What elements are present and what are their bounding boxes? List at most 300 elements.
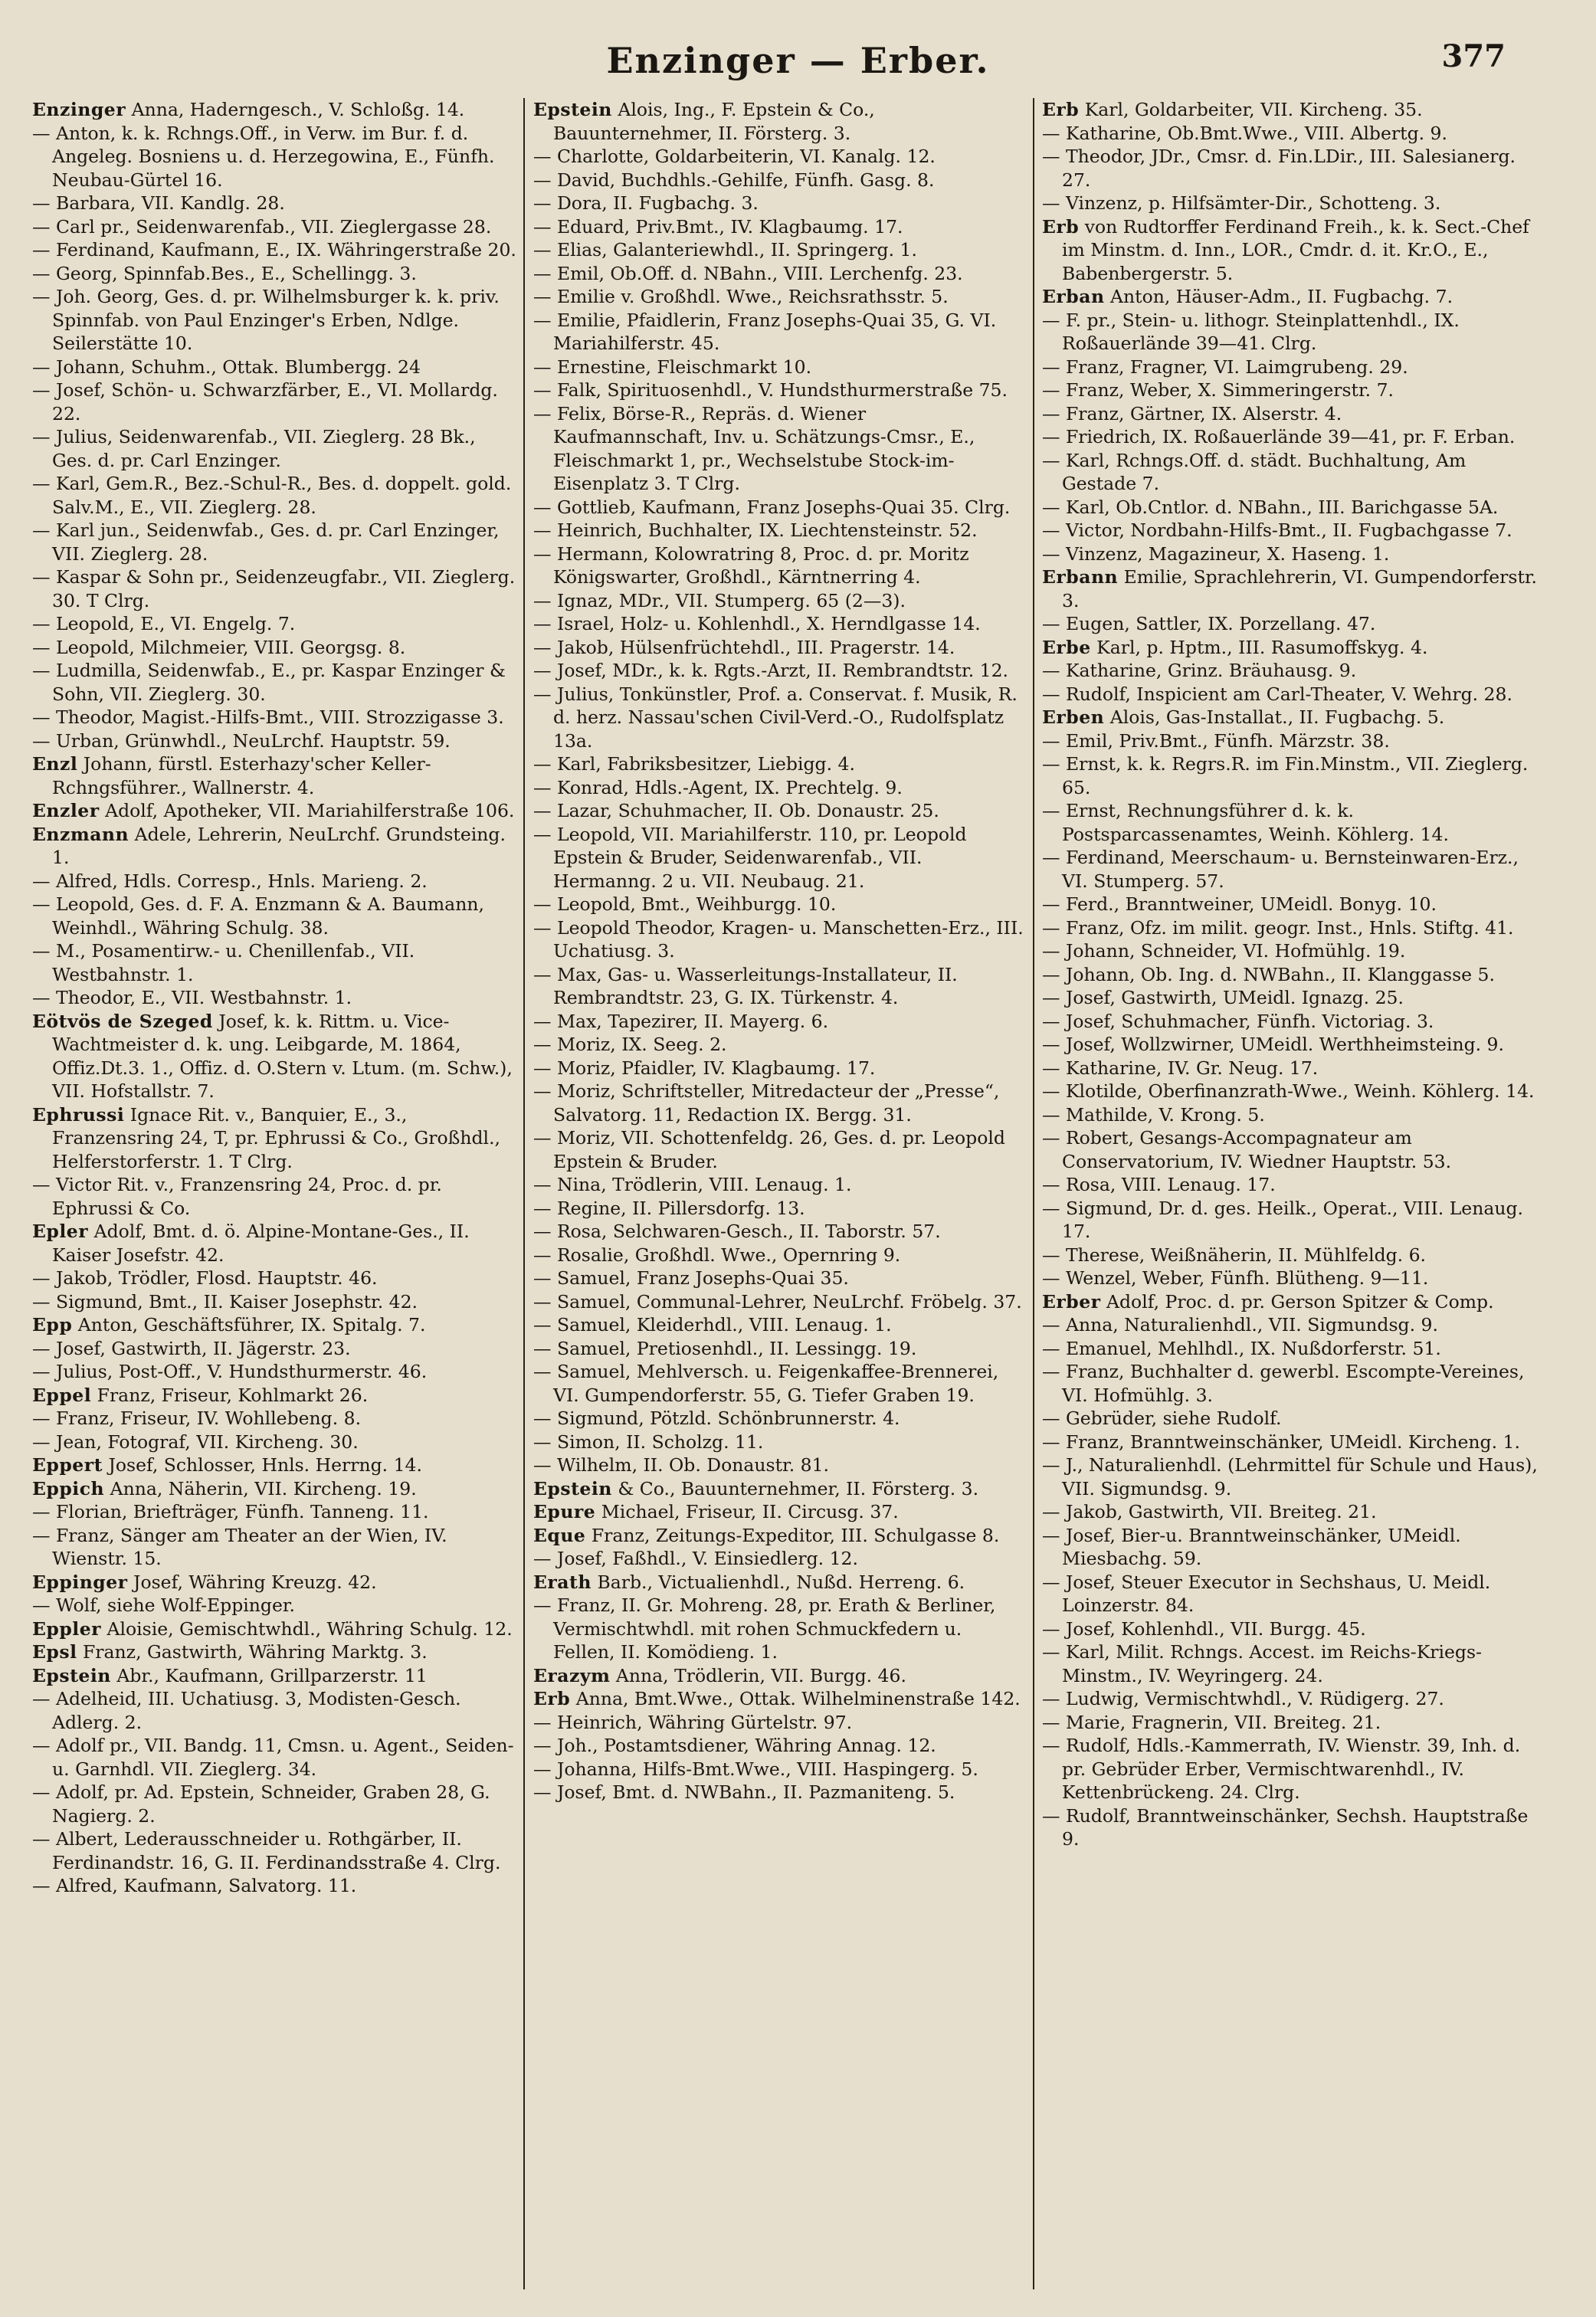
entry-text: Franz, Friseur, Kohlmarkt 26. [97, 1384, 369, 1406]
directory-entry [533, 192, 1024, 215]
entry-text: — Elias, Galanteriewhdl., II. Springerg. 1. [533, 239, 917, 261]
entry-surname: Enzmann [32, 823, 129, 845]
directory-entry [1042, 1617, 1540, 1641]
entry-text: — Johanna, Hilfs-Bmt.Wwe., VIII. Haspingerg. 5. [533, 1758, 978, 1780]
directory-entry [1042, 496, 1540, 519]
directory-entry [533, 1057, 1024, 1080]
directory-entry [1042, 1571, 1540, 1617]
directory-entry [32, 1010, 516, 1103]
entry-text: — Franz, Weber, X. Simmeringerstr. 7. [1042, 379, 1394, 401]
entry-text: Abr., Kaufmann, Grillparzerstr. 11 [116, 1664, 428, 1686]
entry-text: — Johann, Ob. Ing. d. NWBahn., II. Klanggasse 5. [1042, 963, 1495, 985]
directory-entry [533, 496, 1024, 519]
directory-entry [533, 1734, 1024, 1758]
directory-entry [32, 729, 516, 753]
directory-entry [533, 1571, 1024, 1594]
entry-text: Franz, Zeitungs-Expeditor, III. Schulgasse 8. [591, 1524, 1000, 1546]
directory-entry [32, 1453, 516, 1477]
directory-entry [1042, 379, 1540, 402]
entry-text: — Wenzel, Weber, Fünfh. Blütheng. 9—11. [1042, 1267, 1429, 1289]
entry-text: Karl, p. Hptm., III. Rasumoffskyg. 4. [1096, 636, 1428, 658]
entry-text: Josef, Währing Kreuzg. 42. [133, 1571, 377, 1593]
entry-surname: Eppler [32, 1617, 102, 1640]
entry-text: — Friedrich, IX. Roßauerlände 39—41, pr. F. Erban. [1042, 426, 1516, 447]
directory-entry [1042, 729, 1540, 753]
entry-text: Adolf, Proc. d. pr. Gerson Spitzer & Comp. [1106, 1290, 1494, 1313]
directory-entry [32, 1360, 516, 1384]
entry-text: — Johann, Schneider, VI. Hofmühlg. 19. [1042, 940, 1406, 962]
entry-text: — Leopold, E., VI. Engelg. 7. [32, 613, 296, 634]
directory-entry [1042, 636, 1540, 660]
entry-text: — Eduard, Priv.Bmt., IV. Klagbaumg. 17. [533, 215, 903, 238]
directory-entry [1042, 1290, 1540, 1314]
entry-text: — Josef, Bmt. d. NWBahn., II. Pazmaniteng. 5. [533, 1781, 955, 1803]
directory-entry [32, 98, 516, 122]
directory-entry [1042, 752, 1540, 799]
directory-entry [533, 1033, 1024, 1057]
directory-entry [1042, 799, 1540, 846]
directory-entry [32, 1267, 516, 1290]
page-number: 377 [1441, 38, 1506, 74]
entry-text: — Josef, Gastwirth, II. Jägerstr. 23. [32, 1337, 351, 1359]
entry-text: Anna, Trödlerin, VII. Burgg. 46. [615, 1664, 906, 1686]
directory-entry [32, 379, 516, 425]
entry-surname: Epstein [32, 1664, 111, 1686]
entry-text: — Robert, Gesangs-Accompagnateur am Conservatorium, IV. Wiedner Hauptstr. 53. [1042, 1127, 1452, 1172]
directory-entry [1042, 1804, 1540, 1851]
entry-text: — Ernst, k. k. Regrs.R. im Fin.Minstm., VII. Zieglerg. 65. [1042, 753, 1529, 798]
entry-text: Josef, k. k. Rittm. u. Vice-Wachtmeister d. k. ung. Leibgarde, M. 1864, Offiz.Dt.3. 1., Offiz. d. O.Stern v. Ltum. (m. Schw.), VII. Hofstallstr. 7. [52, 1010, 513, 1102]
entry-text: — Karl, Rchngs.Off. d. städt. Buchhaltung, Am Gestade 7. [1042, 449, 1467, 494]
directory-entry [32, 565, 516, 612]
directory-entry [1042, 285, 1540, 309]
directory-entry [533, 1477, 1024, 1501]
directory-entry [32, 472, 516, 519]
entry-text: — Leopold, Bmt., Weihburgg. 10. [533, 893, 837, 915]
directory-entry [533, 963, 1024, 1010]
directory-entry [533, 519, 1024, 542]
directory-entry [533, 1010, 1024, 1034]
column-3 [1042, 98, 1540, 2297]
directory-entry [32, 1874, 516, 1898]
entry-text: — Ernestine, Fleischmarkt 10. [533, 356, 812, 378]
directory-entry [533, 1126, 1024, 1173]
directory-entry [533, 893, 1024, 916]
directory-entry [533, 659, 1024, 683]
entry-text: — Moriz, VII. Schottenfeldg. 26, Ges. d. pr. Leopold Epstein & Bruder. [533, 1127, 1005, 1172]
directory-entry [533, 1431, 1024, 1454]
directory-entry [32, 1734, 516, 1781]
directory-entry [32, 1313, 516, 1337]
entry-text: — M., Posamentirw.- u. Chenillenfab., VII. Westbahnstr. 1. [32, 940, 415, 985]
entry-text: Anna, Haderngesch., V. Schloßg. 14. [131, 99, 465, 120]
directory-entry [1042, 846, 1540, 893]
entry-text: — Moriz, IX. Seeg. 2. [533, 1034, 727, 1055]
entry-text: — Therese, Weißnäherin, II. Mühlfeldg. 6. [1042, 1244, 1427, 1266]
entry-text: — Konrad, Hdls.-Agent, IX. Prechtelg. 9. [533, 776, 903, 798]
directory-entry [32, 893, 516, 939]
directory-entry [533, 1524, 1024, 1548]
entry-text: — Moriz, Pfaidler, IV. Klagbaumg. 17. [533, 1057, 876, 1079]
entry-text: — Eugen, Sattler, IX. Porzellang. 47. [1042, 613, 1376, 634]
entry-text: Aloisie, Gemischtwhdl., Währing Schulg. 12. [107, 1617, 513, 1640]
entry-surname: Erbann [1042, 566, 1119, 588]
entry-text: — Franz, Gärtner, IX. Alserstr. 4. [1042, 402, 1342, 424]
entry-text: — Regine, II. Pillersdorfg. 13. [533, 1197, 805, 1219]
directory-entry [32, 612, 516, 636]
entry-text: — Julius, Seidenwarenfab., VII. Zieglerg. 28 Bk., Ges. d. pr. Carl Enzinger. [32, 426, 476, 471]
entry-surname: Epure [533, 1501, 596, 1522]
directory-entry [533, 1711, 1024, 1735]
entry-text: — Theodor, Magist.-Hilfs-Bmt., VIII. Strozzigasse 3. [32, 706, 504, 728]
directory-entry [1042, 683, 1540, 706]
directory-entry [1042, 1010, 1540, 1034]
entry-text: Alois, Ing., F. Epstein & Co., Bauunternehmer, II. Försterg. 3. [553, 99, 875, 144]
directory-entry [1042, 1080, 1540, 1103]
directory-entry [533, 589, 1024, 613]
directory-entry [32, 1524, 516, 1571]
entry-text: Emilie, Sprachlehrerin, VI. Gumpendorferstr. 3. [1062, 566, 1538, 611]
entry-text: — Josef, Steuer Executor in Sechshaus, U. Meidl. Loinzerstr. 84. [1042, 1571, 1491, 1616]
directory-entry [533, 402, 1024, 496]
entry-surname: Erb [533, 1688, 571, 1709]
entry-text: — Heinrich, Buchhalter, IX. Liechtensteinstr. 52. [533, 519, 978, 541]
directory-entry [32, 1384, 516, 1408]
directory-entry [32, 1687, 516, 1734]
directory-entry [533, 169, 1024, 192]
entry-text: — Falk, Spirituosenhdl., V. Hundsthurmerstraße 75. [533, 379, 1008, 401]
directory-entry [1042, 1126, 1540, 1173]
directory-entry [1042, 98, 1540, 122]
entry-text: — Ignaz, MDr., VII. Stumperg. 65 (2—3). [533, 589, 906, 611]
directory-entry [32, 1827, 516, 1874]
entry-text: — Florian, Briefträger, Fünfh. Tanneng. 11. [32, 1501, 429, 1522]
entry-text: — Franz, Sänger am Theater an der Wien, IV. Wienstr. 15. [32, 1524, 447, 1569]
entry-text: — Wolf, siehe Wolf-Eppinger. [32, 1594, 295, 1616]
directory-entry [32, 823, 516, 870]
directory-entry [32, 1617, 516, 1641]
entry-text: — Sigmund, Bmt., II. Kaiser Josephstr. 42. [32, 1290, 418, 1313]
directory-entry [533, 1664, 1024, 1688]
entry-text: — Josef, Schön- u. Schwarzfärber, E., VI. Mollardg. 22. [32, 379, 498, 424]
page-title: Enzinger — Erber. [606, 40, 990, 81]
entry-text: — Leopold, Ges. d. F. A. Enzmann & A. Baumann, Weinhdl., Währing Schulg. 38. [32, 893, 484, 939]
directory-entry [1042, 1407, 1540, 1431]
entry-text: — Jakob, Gastwirth, VII. Breiteg. 21. [1042, 1501, 1377, 1522]
entry-text: Josef, Schlosser, Hnls. Herrng. 14. [108, 1454, 422, 1476]
directory-entry [533, 636, 1024, 660]
entry-surname: Eötvös de Szeged [32, 1010, 213, 1032]
directory-entry [32, 1173, 516, 1220]
entry-text: Anton, Geschäftsführer, IX. Spitalg. 7. [77, 1314, 426, 1335]
entry-surname: Epstein [533, 99, 612, 120]
entry-text: — Johann, Schuhm., Ottak. Blumbergg. 24 [32, 356, 421, 378]
entry-text: — Felix, Börse-R., Repräs. d. Wiener Kaufmannschaft, Inv. u. Schätzungs-Cmsr., E., Fleischmarkt 1, pr., Wechselstube Stock-im-Eisenplatz 3. T Clrg. [533, 402, 975, 494]
entry-text: — Rosa, VIII. Lenaug. 17. [1042, 1174, 1276, 1195]
entry-text: Johann, fürstl. Esterhazy'scher Keller-Rchngsführer., Wallnerstr. 4. [52, 753, 431, 798]
entry-text: — Theodor, E., VII. Westbahnstr. 1. [32, 987, 352, 1008]
entry-text: — Josef, MDr., k. k. Rgts.-Arzt, II. Rembrandtstr. 12. [533, 660, 1009, 681]
entry-text: — Anna, Naturalienhdl., VII. Sigmundsg. 9. [1042, 1314, 1438, 1335]
entry-text: — Josef, Kohlenhdl., VII. Burgg. 45. [1042, 1617, 1366, 1640]
entry-text: — Moriz, Schriftsteller, Mitredacteur der „Presse“, Salvatorg. 11, Redaction IX. Bergg. 31. [533, 1080, 1000, 1126]
directory-entry [1042, 706, 1540, 729]
directory-entry [1042, 1197, 1540, 1244]
entry-text: & Co., Bauunternehmer, II. Försterg. 3. [618, 1477, 979, 1499]
entry-text: — Urban, Grünwhdl., NeuLrchf. Hauptstr. 59. [32, 729, 451, 752]
entry-surname: Erber [1042, 1290, 1101, 1313]
entry-surname: Erb [1042, 99, 1080, 120]
entry-text: — Adolf, pr. Ad. Epstein, Schneider, Graben 28, G. Nagierg. 2. [32, 1781, 490, 1827]
entry-text: — Josef, Schuhmacher, Fünfh. Victoriag. 3. [1042, 1010, 1434, 1032]
directory-entry [533, 1197, 1024, 1221]
directory-entry [533, 612, 1024, 636]
entry-surname: Erb [1042, 215, 1080, 238]
directory-entry [533, 1290, 1024, 1314]
entry-text: — Ferdinand, Kaufmann, E., IX. Währingerstraße 20. [32, 239, 516, 261]
directory-entry [533, 1080, 1024, 1126]
directory-entry [32, 799, 516, 823]
directory-entry [533, 1173, 1024, 1197]
entry-text: — Katharine, IV. Gr. Neug. 17. [1042, 1057, 1319, 1079]
directory-entry [1042, 612, 1540, 636]
entry-text: — Vinzenz, p. Hilfsämter-Dir., Schotteng. 3. [1042, 192, 1441, 214]
directory-entry [32, 1431, 516, 1454]
entry-text: — Israel, Holz- u. Kohlenhdl., X. Herndlgasse 14. [533, 613, 981, 634]
directory-entry [533, 1244, 1024, 1267]
directory-entry [533, 1360, 1024, 1407]
entry-text: — Georg, Spinnfab.Bes., E., Schellingg. 3. [32, 262, 417, 284]
directory-entry [32, 262, 516, 286]
entry-text: — Barbara, VII. Kandlg. 28. [32, 192, 285, 214]
directory-entry [1042, 356, 1540, 379]
entry-text: — Charlotte, Goldarbeiterin, VI. Kanalg. 12. [533, 146, 936, 167]
directory-entry [533, 1547, 1024, 1571]
directory-entry [1042, 659, 1540, 683]
directory-entry [533, 98, 1024, 145]
entry-text: — Karl jun., Seidenwfab., Ges. d. pr. Carl Enzinger, VII. Zieglerg. 28. [32, 519, 500, 565]
directory-entry [533, 215, 1024, 239]
entry-surname: Erbe [1042, 636, 1091, 658]
entry-text: — Mathilde, V. Krong. 5. [1042, 1103, 1265, 1126]
directory-entry [1042, 449, 1540, 496]
entry-text: — Simon, II. Scholzg. 11. [533, 1431, 764, 1453]
directory-entry [32, 1407, 516, 1431]
column-1 [32, 98, 516, 2297]
entry-text: — Leopold Theodor, Kragen- u. Manschetten-Erz., III. Uchatiusg. 3. [533, 916, 1024, 962]
entry-surname: Erazym [533, 1664, 611, 1686]
directory-entry [533, 1500, 1024, 1524]
entry-text: — Hermann, Kolowratring 8, Proc. d. pr. Moritz Königswarter, Großhdl., Kärntnerring 4. [533, 542, 969, 588]
entry-text: — Joh., Postamtsdiener, Währing Annag. 12. [533, 1735, 936, 1756]
entry-text: — F. pr., Stein- u. lithogr. Steinplattenhdl., IX. Roßauerlände 39—41. Clrg. [1042, 309, 1460, 354]
entry-text: — Samuel, Pretiosenhdl., II. Lessingg. 19. [533, 1337, 917, 1359]
entry-text: — David, Buchdhls.-Gehilfe, Fünfh. Gasg. 8. [533, 169, 935, 191]
entry-text: — Leopold, VII. Mariahilferstr. 110, pr. Leopold Epstein & Bruder, Seidenwarenfab., VII. Hermanng. 2 u. VII. Neubaug. 21. [533, 823, 967, 892]
directory-entry [32, 1781, 516, 1827]
entry-text: — Samuel, Kleiderhdl., VIII. Lenaug. 1. [533, 1314, 892, 1335]
entry-text: — Ernst, Rechnungsführer d. k. k. Postsparcassenamtes, Weinh. Köhlerg. 14. [1042, 800, 1449, 845]
entry-text: — Franz, II. Gr. Mohreng. 28, pr. Erath & Berliner, Vermischtwhdl. mit rohen Schmuckfedern u. Fellen, II. Komödieng. 1. [533, 1594, 996, 1663]
directory-entry [32, 1594, 516, 1617]
directory-entry [533, 542, 1024, 589]
entry-surname: Erath [533, 1571, 592, 1593]
directory-entry [1042, 122, 1540, 146]
directory-entry [32, 238, 516, 262]
directory-entry [533, 1407, 1024, 1431]
directory-entry [1042, 1711, 1540, 1735]
entry-text: — Franz, Fragner, VI. Laimgrubeng. 29. [1042, 356, 1408, 378]
directory-entry [533, 752, 1024, 776]
directory-entry [1042, 1453, 1540, 1500]
entry-text: — Emilie v. Großhdl. Wwe., Reichsrathsstr. 5. [533, 286, 949, 307]
directory-entry [1042, 1687, 1540, 1711]
entry-text: Anton, Häuser-Adm., II. Fugbachg. 7. [1110, 286, 1453, 307]
directory-entry [1042, 1057, 1540, 1080]
entry-text: — Josef, Gastwirth, UMeidl. Ignazg. 25. [1042, 987, 1404, 1008]
entry-text: — Ferd., Branntweiner, UMeidl. Bonyg. 10. [1042, 893, 1437, 915]
directory-entry [1042, 1103, 1540, 1127]
entry-text: — Karl, Fabriksbesitzer, Liebigg. 4. [533, 753, 855, 775]
entry-text: — Ludmilla, Seidenwfab., E., pr. Kaspar Enzinger & Sohn, VII. Zieglerg. 30. [32, 660, 506, 705]
directory-entry [1042, 1640, 1540, 1687]
directory-entry [32, 752, 516, 799]
column-rule [523, 98, 525, 2289]
directory-entry [1042, 145, 1540, 192]
directory-entry [32, 1500, 516, 1524]
directory-entry [32, 636, 516, 660]
directory-entry [32, 285, 516, 356]
entry-text: — Jakob, Trödler, Flosd. Hauptstr. 46. [32, 1267, 378, 1289]
directory-entry [32, 122, 516, 192]
entry-text: Adolf, Apotheker, VII. Mariahilferstraße 106. [105, 800, 515, 821]
directory-entry [32, 1290, 516, 1314]
entry-surname: Erban [1042, 286, 1105, 307]
directory-entry [32, 659, 516, 706]
column-rule [1033, 98, 1034, 2289]
entry-surname: Epp [32, 1314, 73, 1335]
entry-text: — Samuel, Mehlversch. u. Feigenkaffee-Brennerei, VI. Gumpendorferstr. 55, G. Tiefer Graben 19. [533, 1361, 999, 1406]
entry-text: — Gebrüder, siehe Rudolf. [1042, 1408, 1282, 1429]
entry-surname: Eppert [32, 1454, 103, 1476]
entry-text: — Samuel, Franz Josephs-Quai 35. [533, 1267, 849, 1289]
entry-text: — Emil, Priv.Bmt., Fünfh. Märzstr. 38. [1042, 729, 1390, 752]
directory-entry [1042, 893, 1540, 916]
entry-surname: Eppinger [32, 1571, 128, 1593]
directory-entry [1042, 1524, 1540, 1571]
entry-text: — Dora, II. Fugbachg. 3. [533, 192, 759, 214]
entry-surname: Enzinger [32, 99, 126, 120]
entry-text: — Adolf pr., VII. Bandg. 11, Cmsn. u. Agent., Seiden- u. Garnhdl. VII. Zieglerg. 34. [32, 1735, 514, 1780]
entry-text: von Rudtorffer Ferdinand Freih., k. k. Sect.-Chef im Minstm. d. Inn., LOR., Cmdr. d. it. Kr.O., E., Babenbergerstr. 5. [1062, 215, 1529, 284]
directory-entry [32, 1103, 516, 1174]
entry-text: — Rudolf, Inspicient am Carl-Theater, V. Wehrg. 28. [1042, 683, 1512, 705]
entry-surname: Eque [533, 1524, 586, 1546]
entry-text: — Franz, Friseur, IV. Wohllebeng. 8. [32, 1408, 362, 1429]
entry-text: — Gottlieb, Kaufmann, Franz Josephs-Quai 35. Clrg. [533, 496, 1011, 518]
directory-entry [1042, 1267, 1540, 1290]
directory-entry [1042, 986, 1540, 1010]
directory-entry [1042, 1313, 1540, 1337]
directory-entry [32, 1220, 516, 1267]
entry-text: — Max, Tapezirer, II. Mayerg. 6. [533, 1010, 829, 1032]
directory-entry [533, 1337, 1024, 1361]
entry-text: — Heinrich, Währing Gürtelstr. 97. [533, 1711, 853, 1733]
entry-text: — Joh. Georg, Ges. d. pr. Wilhelmsburger k. k. priv. Spinnfab. von Paul Enzinger's Erben, Ndlge. Seilerstätte 10. [32, 286, 500, 354]
directory-entry [533, 1687, 1024, 1711]
entry-text: — Wilhelm, II. Ob. Donaustr. 81. [533, 1454, 830, 1476]
directory-entry [1042, 425, 1540, 449]
entry-surname: Erben [1042, 706, 1105, 728]
entry-text: — Katharine, Grinz. Bräuhausg. 9. [1042, 660, 1357, 681]
directory-entry [1042, 1734, 1540, 1804]
entry-text: — Samuel, Communal-Lehrer, NeuLrchf. Fröbelg. 37. [533, 1290, 1022, 1313]
entry-text: — Rosalie, Großhdl. Wwe., Opernring 9. [533, 1244, 901, 1266]
entry-text: Anna, Näherin, VII. Kircheng. 19. [110, 1477, 417, 1499]
entry-text: — Marie, Fragnerin, VII. Breiteg. 21. [1042, 1711, 1381, 1733]
entry-text: — Franz, Ofz. im milit. geogr. Inst., Hnls. Stiftg. 41. [1042, 916, 1514, 939]
directory-entry [32, 986, 516, 1010]
directory-entry [533, 238, 1024, 262]
directory-entry [32, 1337, 516, 1361]
entry-text: — J., Naturalienhdl. (Lehrmittel für Schule und Haus), VII. Sigmundsg. 9. [1042, 1454, 1538, 1499]
entry-surname: Enzl [32, 753, 78, 775]
directory-entry [533, 916, 1024, 963]
entry-text: — Albert, Lederausschneider u. Rothgärber, II. Ferdinandstr. 16, G. II. Ferdinandsstraße 4. Clrg. [32, 1828, 501, 1873]
directory-entry [32, 706, 516, 729]
directory-entry [533, 1453, 1024, 1477]
directory-entry [533, 145, 1024, 169]
directory-entry [533, 1220, 1024, 1244]
entry-text: — Alfred, Hdls. Corresp., Hnls. Marieng. 2. [32, 870, 428, 892]
entry-surname: Enzler [32, 800, 100, 821]
directory-entry [32, 425, 516, 472]
entry-text: — Rosa, Selchwaren-Gesch., II. Taborstr. 57. [533, 1221, 941, 1242]
entry-text: — Victor Rit. v., Franzensring 24, Proc. d. pr. Ephrussi & Co. [32, 1174, 442, 1219]
entry-text: — Karl, Milit. Rchngs. Accest. im Reichs-Kriegs-Minstm., IV. Weyringerg. 24. [1042, 1641, 1482, 1686]
entry-surname: Eppel [32, 1384, 92, 1406]
entry-text: — Jakob, Hülsenfrüchtehdl., III. Pragerstr. 14. [533, 636, 955, 658]
directory-entry [32, 215, 516, 239]
entry-text: Barb., Victualienhdl., Nußd. Herreng. 6. [597, 1571, 965, 1593]
entry-text: — Lazar, Schuhmacher, II. Ob. Donaustr. 25. [533, 800, 939, 821]
entry-text: — Franz, Buchhalter d. gewerbl. Escompte-Vereines, VI. Hofmühlg. 3. [1042, 1361, 1525, 1406]
directory-entry [32, 939, 516, 986]
column-2 [533, 98, 1024, 2297]
entry-text: — Rudolf, Hdls.-Kammerrath, IV. Wienstr. 39, Inh. d. pr. Gebrüder Erber, Vermischtwarenhdl., IV. Kettenbrückeng. 24. Clrg. [1042, 1735, 1521, 1803]
directory-entry [533, 1267, 1024, 1290]
entry-text: — Sigmund, Dr. d. ges. Heilk., Operat., VIII. Lenaug. 17. [1042, 1197, 1523, 1242]
entry-text: — Karl, Ob.Cntlor. d. NBahn., III. Barichgasse 5A. [1042, 496, 1499, 518]
directory-entry [1042, 1431, 1540, 1454]
entry-text: Alois, Gas-Installat., II. Fugbachg. 5. [1109, 706, 1445, 728]
directory-entry [32, 1640, 516, 1664]
directory-entry [533, 309, 1024, 356]
entry-text: Michael, Friseur, II. Circusg. 37. [601, 1501, 899, 1522]
directory-entry [1042, 192, 1540, 215]
entry-text: Anna, Bmt.Wwe., Ottak. Wilhelminenstraße 142. [575, 1688, 1021, 1709]
entry-text: — Vinzenz, Magazineur, X. Haseng. 1. [1042, 542, 1390, 565]
entry-text: — Alfred, Kaufmann, Salvatorg. 11. [32, 1875, 357, 1896]
directory-entry [1042, 916, 1540, 940]
entry-text: — Emil, Ob.Off. d. NBahn., VIII. Lerchenfg. 23. [533, 262, 963, 284]
entry-text: — Josef, Faßhdl., V. Einsiedlerg. 12. [533, 1548, 858, 1569]
entry-text: Ignace Rit. v., Banquier, E., 3., Franzensring 24, T, pr. Ephrussi & Co., Großhdl., Helferstorferstr. 1. T Clrg. [52, 1103, 501, 1172]
entry-text: — Max, Gas- u. Wasserleitungs-Installateur, II. Rembrandtstr. 23, G. IX. Türkenstr. 4. [533, 963, 958, 1008]
directory-entry [1042, 542, 1540, 566]
entry-text: Adele, Lehrerin, NeuLrchf. Grundsteing. 1. [52, 823, 506, 868]
directory-entry [1042, 215, 1540, 286]
